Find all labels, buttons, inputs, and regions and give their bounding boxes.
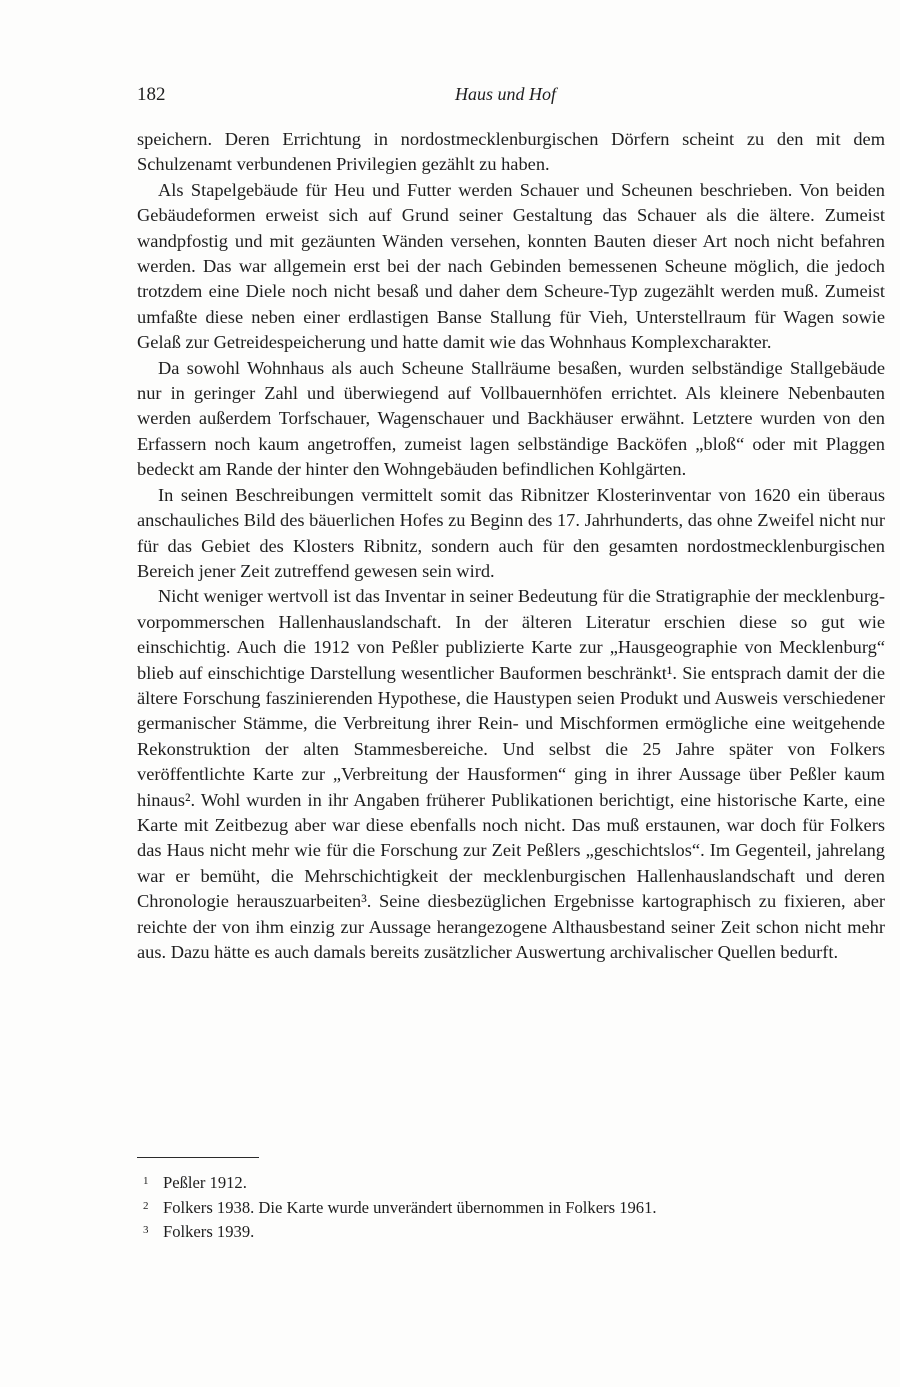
body-text — [137, 127, 885, 965]
running-head: Haus und Hof — [455, 84, 557, 104]
paragraph: Da sowohl Wohnhaus als auch Scheune Stallräume besaßen, wurden selbständige Stallgebäude nur in geringer Zahl und überwiegend auf Vollbauernhöfen errichtet. Als kleinere Nebenbauten werden außerdem Torfschauer, Wagenschauer und Backhäuser erwähnt. Letztere wurden von den Erfassern noch kaum angetroffen, zumeist lagen selbständige Backöfen „bloß“ oder mit Plaggen bedeckt am Rande der hinter den Wohngebäuden befindlichen Kohlgärten. — [137, 357, 885, 480]
footnote — [143, 1219, 885, 1244]
footnote — [143, 1170, 885, 1195]
footnote-text: Peßler 1912. — [163, 1173, 247, 1192]
footnote-number: 1 — [143, 1175, 149, 1187]
paragraph: In seinen Beschreibungen vermittelt somit das Ribnitzer Klosterinventar von 1620 ein überaus anschauliches Bild des bäuerlichen Hofes zu Beginn des 17. Jahrhunderts, das ohne Zweifel nicht nur für das Gebiet des Klosters Ribnitz, sondern auch für den gesamten nordostmecklenburgischen Bereich jener Zeit zutreffend gewesen sein wird. — [137, 484, 885, 581]
footnote-number: 3 — [143, 1224, 149, 1236]
footnote-number: 2 — [143, 1199, 149, 1212]
footnote-divider — [137, 1157, 259, 1158]
page-header — [137, 84, 885, 114]
footnote-text: Folkers 1938. Die Karte wurde unverändert übernommen in Folkers 1961. — [163, 1197, 657, 1217]
footnote-text: Folkers 1939. — [163, 1222, 255, 1241]
paragraph: Als Stapelgebäude für Heu und Futter werden Schauer und Scheunen beschrieben. Von beiden Gebäudeformen erweist sich auf Grund seiner Gestaltung das Schauer als die ältere. Zumeist wandpfostig und mit gezäunten Wänden versehen, konnten Bauten dieser Art noch nicht befahren werden. Das war allgemein erst bei der nach Gebinden bemessenen Scheune möglich, die jedoch trotzdem eine Diele noch nicht besaß und daher dem Scheure-Typ zugezählt werden muß. Zumeist umfaßte diese neben einer erdlastigen Banse Stallung für Vieh, Unterstellraum für Wagen sowie Gelaß zur Getreidespeicherung und hatte damit wie das Wohnhaus Komplexcharakter. — [137, 179, 885, 353]
paragraph: Nicht weniger wertvoll ist das Inventar in seiner Bedeutung für die Stratigraphie der mecklenburg-vorpommerschen Hallenhauslandschaft. In der älteren Literatur erschien diese so gut wie einschichtig. Auch die 1912 von Peßler publizierte Karte zur „Hausgeographie von Mecklenburg“ blieb auf einschichtige Darstellung wesentlicher Bauformen beschränkt¹. Sie entsprach damit der die ältere Forschung faszinierenden Hypothese, die Haustypen seien Produkt und Ausweis verschiedener germanischer Stämme, die Verbreitung ihrer Rein- und Mischformen ermögliche eine weitgehende Rekonstruktion der alten Stammesbereiche. Und selbst die 25 Jahre später von Folkers veröffentlichte Karte zur „Verbreitung der Hausformen“ ging in ihrer Aussage über Peßler kaum hinaus². Wohl wurden in ihr Angaben früherer Publikationen berichtigt, eine historische Karte, eine Karte mit Zeitbezug aber war diese ebenfalls noch nicht. Das muß erstaunen, war doch für Folkers das Haus nicht mehr wie für die Forschung zur Zeit Peßlers „geschichtslos“. Im Gegenteil, jahrelang war er bemüht, die Mehrschichtigkeit der mecklenburgischen Hallenhauslandschaft und deren Chronologie herauszuarbeiten³. Seine diesbezüglichen Ergebnisse kartographisch zu fixieren, aber reichte der von ihm einzig zur Aussage herangezogene Althausbestand seiner Zeit schon nicht mehr aus. Dazu hätte es auch damals bereits zusätzlicher Auswertung archivalischer Quellen bedurft. — [137, 586, 885, 962]
footnote — [143, 1195, 885, 1220]
paragraph: speichern. Deren Errichtung in nordostmecklenburgischen Dörfern scheint zu den mit dem Schulzenamt verbundenen Privilegien gezählt zu haben. — [137, 129, 885, 175]
footnotes — [143, 1170, 885, 1244]
page-number: 182 — [137, 84, 166, 105]
